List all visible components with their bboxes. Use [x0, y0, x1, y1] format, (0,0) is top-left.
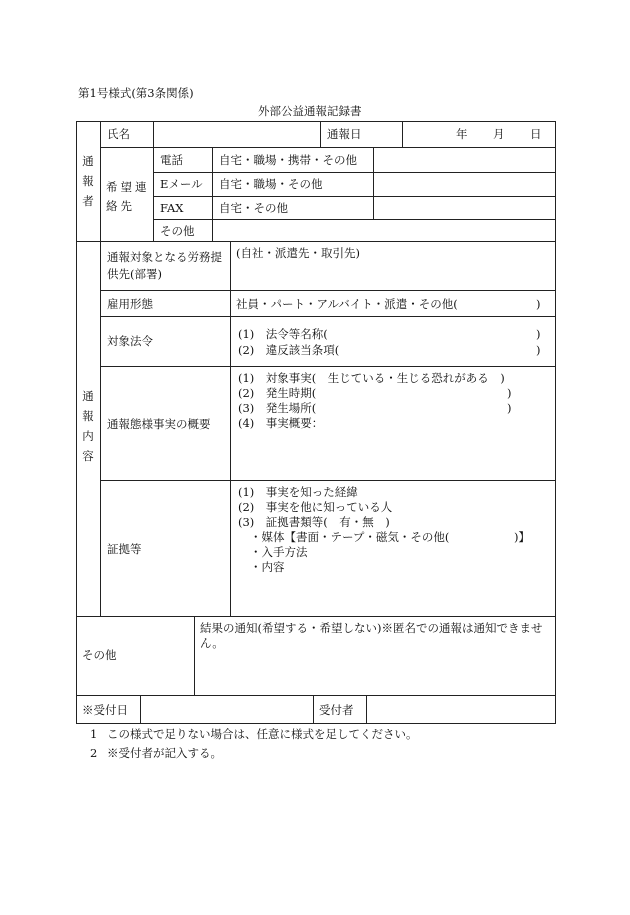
evidence-label: 証拠等: [107, 542, 142, 556]
employment-label: 雇用形態: [107, 297, 153, 311]
evidence-media-close: )】: [514, 530, 530, 544]
law-name-close: ): [536, 327, 541, 341]
facts-item-3-close: ): [507, 401, 512, 415]
contact-method-phone: 電話: [160, 153, 183, 167]
workplace-options[interactable]: (自社・派遣先・取引先): [236, 246, 360, 260]
document-title: 外部公益通報記録書: [258, 104, 362, 118]
contact-options-email: 自宅・職場・その他: [219, 177, 323, 191]
note-1-text: この様式で足りない場合は、任意に様式を足してください。: [107, 727, 418, 741]
workplace-label: 通報対象となる労務提供先(部署): [107, 250, 222, 281]
facts-label: 通報態様事実の概要: [107, 417, 211, 431]
contact-method-email: Eメール: [160, 177, 203, 191]
law-label: 対象法令: [107, 334, 153, 348]
year-unit: 年: [456, 127, 468, 141]
contact-value-fax[interactable]: [375, 198, 553, 217]
contact-value-email[interactable]: [375, 174, 553, 194]
month-unit: 月: [493, 127, 505, 141]
facts-item-2[interactable]: (2) 発生時期(: [238, 386, 317, 400]
law-name-item[interactable]: (1) 法令等名称(: [238, 327, 328, 341]
employment-close: ): [536, 297, 541, 311]
day-unit: 日: [530, 127, 542, 141]
evidence-item-3[interactable]: (3) 証拠書類等( 有・無 ): [238, 515, 390, 529]
name-field[interactable]: [155, 123, 318, 145]
evidence-media[interactable]: ・媒体【書面・テープ・磁気・その他(: [250, 530, 450, 544]
contact-options-phone: 自宅・職場・携帯・その他: [219, 153, 357, 167]
report-date-field[interactable]: [404, 123, 553, 145]
reporter-section-label: 通 報 者: [82, 154, 94, 208]
law-article-close: ): [536, 343, 541, 357]
contact-value-other[interactable]: [214, 221, 553, 239]
form-number: 第1号様式(第3条関係): [78, 86, 194, 100]
content-section-label: 通 報 内 容: [82, 389, 94, 463]
contact-label: 希望連絡先: [106, 180, 150, 213]
facts-item-3[interactable]: (3) 発生場所(: [238, 401, 317, 415]
receiver-field[interactable]: [368, 697, 553, 722]
receiver-label: 受付者: [319, 703, 354, 717]
name-label: 氏名: [107, 127, 130, 141]
contact-value-phone[interactable]: [375, 149, 553, 170]
contact-method-fax: FAX: [160, 201, 184, 215]
facts-item-2-close: ): [507, 386, 512, 400]
evidence-item-1[interactable]: (1) 事実を知った経緯: [238, 485, 358, 499]
facts-item-1[interactable]: (1) 対象事実( 生じている・生じる恐れがある ): [238, 371, 505, 385]
note-2-number: 2: [90, 746, 98, 760]
notification-preference-line2: ん。: [200, 636, 224, 650]
note-1-number: 1: [90, 727, 98, 741]
notification-preference-line1[interactable]: 結果の通知(希望する・希望しない)※匿名での通報は通知できませ: [200, 621, 543, 635]
evidence-acquisition[interactable]: ・入手方法: [250, 545, 308, 559]
note-2-text: ※受付者が記入する。: [107, 746, 222, 760]
contact-method-other: その他: [160, 224, 195, 238]
law-article-item[interactable]: (2) 違反該当条項(: [238, 343, 340, 357]
employment-options[interactable]: 社員・パート・アルバイト・派遣・その他(: [236, 297, 458, 311]
evidence-contents[interactable]: ・内容: [250, 560, 285, 574]
contact-options-fax: 自宅・その他: [219, 201, 288, 215]
other-label: その他: [82, 648, 117, 662]
evidence-item-2[interactable]: (2) 事実を他に知っている人: [238, 500, 393, 514]
reception-date-field[interactable]: [142, 697, 311, 722]
report-date-label: 通報日: [327, 127, 362, 141]
reception-date-label: ※受付日: [82, 703, 128, 717]
facts-item-4[interactable]: (4) 事実概要：: [238, 416, 324, 430]
